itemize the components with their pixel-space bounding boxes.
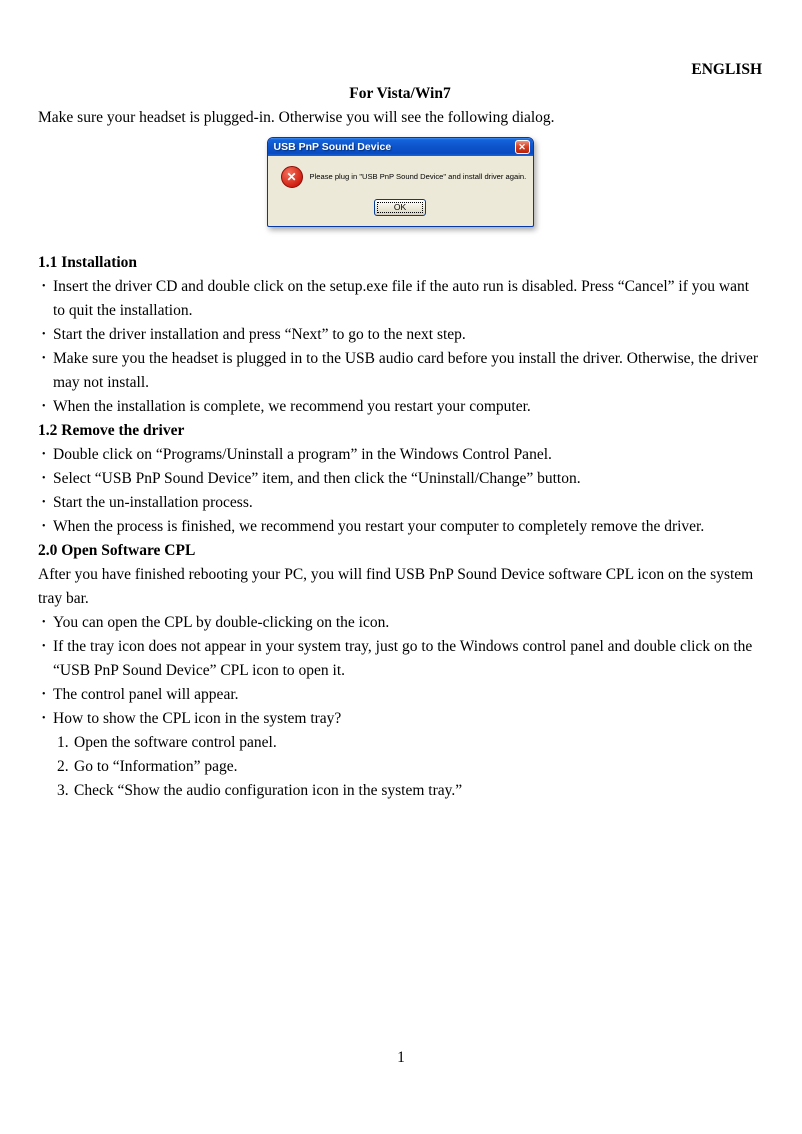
list-item [38, 467, 762, 491]
numbered-item-text: Check “Show the audio configuration icon in the system tray.” [74, 782, 463, 799]
dialog-title: USB PnP Sound Device [273, 141, 392, 153]
dialog-footer [268, 192, 533, 226]
bullet-icon: • [42, 353, 46, 364]
list-item [38, 347, 762, 395]
bullet-icon: • [42, 449, 46, 460]
language-label: ENGLISH [691, 61, 762, 78]
bullet-icon: • [42, 497, 46, 508]
list-item-text: Start the driver installation and press “Next” to go to the next step. [53, 326, 466, 343]
bullet-icon: • [42, 473, 46, 484]
list-item-text: Make sure you the headset is plugged in to the USB audio card before you install the driver. Otherwise, the driver may not install. [53, 350, 759, 391]
dialog-body [268, 156, 533, 192]
bullet-icon: • [42, 329, 46, 340]
close-icon: ✕ [515, 140, 530, 154]
page-number: 1 [397, 1049, 405, 1066]
section-heading-remove-driver: 1.2 Remove the driver [38, 422, 185, 439]
list-item-text: The control panel will appear. [53, 686, 239, 703]
bullet-icon: • [42, 617, 46, 628]
list-item [38, 611, 762, 635]
item-number: 2. [57, 758, 69, 775]
bullet-icon: • [42, 281, 46, 292]
section-heading-open-software-cpl: 2.0 Open Software CPL [38, 542, 196, 559]
list-item [38, 635, 762, 683]
dialog-titlebar [268, 138, 533, 156]
list-item [38, 707, 762, 731]
page-title: For Vista/Win7 [349, 85, 451, 102]
list-item-text: When the installation is complete, we recommend you restart your computer. [53, 398, 531, 415]
list-item [38, 491, 762, 515]
list-item-text: Start the un-installation process. [53, 494, 253, 511]
bullet-icon: • [42, 713, 46, 724]
ok-button: OK [374, 199, 426, 216]
list-item [38, 395, 762, 419]
error-icon: ✕ [281, 166, 303, 188]
list-item [38, 323, 762, 347]
item-number: 1. [57, 734, 69, 751]
numbered-item-text: Go to “Information” page. [74, 758, 238, 775]
numbered-item-text: Open the software control panel. [74, 734, 277, 751]
list-item-text: When the process is finished, we recommend you restart your computer to completely remove the driver. [53, 518, 705, 535]
section-heading-installation: 1.1 Installation [38, 254, 138, 271]
list-item [38, 443, 762, 467]
list-item [38, 515, 762, 539]
list-item [38, 683, 762, 707]
list-item-text: How to show the CPL icon in the system tray? [53, 710, 342, 727]
item-number: 3. [57, 782, 69, 799]
usb-pnp-dialog [267, 137, 534, 227]
list-item-text: Select “USB PnP Sound Device” item, and then click the “Uninstall/Change” button. [53, 470, 581, 487]
cpl-intro-text: After you have finished rebooting your PC, you will find USB PnP Sound Device software CPL icon on the system tray bar. [38, 566, 754, 607]
bullet-icon: • [42, 521, 46, 532]
list-item [38, 275, 762, 323]
numbered-item [38, 731, 762, 755]
bullet-icon: • [42, 689, 46, 700]
list-item-text: Insert the driver CD and double click on the setup.exe file if the auto run is disabled. Press “Cancel” if you want to quit the installation. [53, 278, 750, 319]
dialog-message: Please plug in "USB PnP Sound Device" and install driver again. [309, 172, 527, 181]
dialog-screenshot [38, 137, 762, 227]
intro-text: Make sure your headset is plugged-in. Otherwise you will see the following dialog. [38, 109, 555, 126]
bullet-icon: • [42, 401, 46, 412]
numbered-item [38, 755, 762, 779]
list-item-text: If the tray icon does not appear in your system tray, just go to the Windows control panel and double click on the “USB PnP Sound Device” CPL icon to open it. [53, 638, 753, 679]
list-item-text: Double click on “Programs/Uninstall a program” in the Windows Control Panel. [53, 446, 552, 463]
bullet-icon: • [42, 641, 46, 652]
numbered-item [38, 779, 762, 803]
list-item-text: You can open the CPL by double-clicking on the icon. [53, 614, 390, 631]
